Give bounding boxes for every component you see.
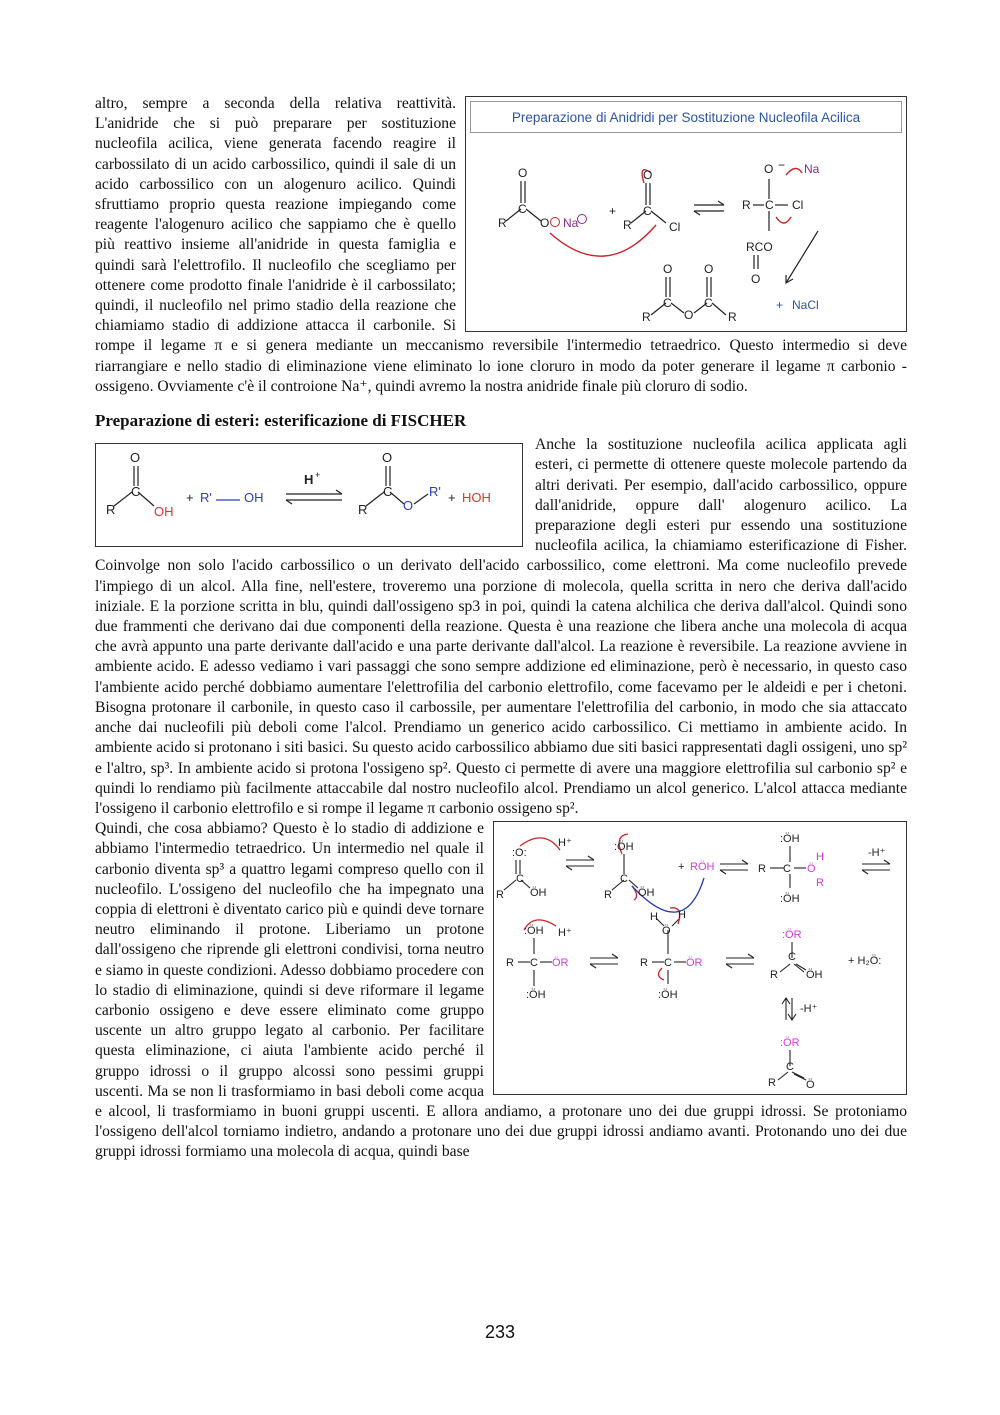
svg-text:O: O xyxy=(643,168,653,183)
svg-text:C: C xyxy=(383,484,393,500)
svg-text:ÖR: ÖR xyxy=(686,957,703,970)
svg-text:R: R xyxy=(816,877,824,890)
svg-text:+ H₂Ö:: + H₂Ö: xyxy=(848,955,882,968)
svg-text:ÖH: ÖH xyxy=(530,887,547,900)
svg-text:C: C xyxy=(516,873,524,886)
svg-text::O:: :O: xyxy=(512,847,527,860)
svg-text:Cl: Cl xyxy=(669,220,681,235)
page-body xyxy=(95,94,907,1163)
paragraph-anhydride: altro, sempre a seconda della relativa reattività. L'anidride che si può preparare per sostituzione nucleofila acilica, viene generata facendo reagire il carbossilato di un acido carbossilico, quindi il sale di un acido carbossilico con un alogenuro acilico. Quindi sfruttiamo proprio questa reazione impiegando come reagente l'alogenuro acilico che sappiamo che è quello più reattivo insieme all'anidride in questa famiglia e quindi sarà l'elettrofilo. Il nucleofilo che scegliamo per ottenere come prodotto finale l'anidride è il carbossilato; quindi, il nucleofilo nel primo stadio della reazione che chiamiamo stadio di addizione attacca il carbonile. Si rompe il legame π e si genera mediante un meccanismo reversibile l'intermedio tetraedrico. Questo intermedio si deve riarrangiare e nello stadio di eliminazione viene eliminato lo ione cloruro in modo da poter generare il legame π carbonio - ossigeno. Ovviamente c'è il controione Na⁺, quindi avremo la nostra anidride finale più cloruro di sodio. xyxy=(95,95,907,395)
svg-text:H⁺: H⁺ xyxy=(558,837,572,850)
svg-text:O: O xyxy=(684,308,694,323)
svg-text:O: O xyxy=(663,262,673,277)
svg-text:R: R xyxy=(728,310,737,325)
svg-text:OH: OH xyxy=(154,504,174,520)
svg-text:C: C xyxy=(765,198,774,213)
svg-text:R: R xyxy=(106,502,116,518)
svg-text:+: + xyxy=(448,490,456,506)
svg-text::ÖH: :ÖH xyxy=(526,989,546,1002)
svg-text:−: − xyxy=(778,158,786,173)
svg-text:ÖR: ÖR xyxy=(552,957,569,970)
svg-text:C: C xyxy=(783,863,791,876)
svg-text:C: C xyxy=(643,204,652,219)
figure-caption: Preparazione di Anidridi per Sostituzione Nucleofila Acilica xyxy=(470,101,902,133)
svg-text:+: + xyxy=(609,204,617,219)
svg-text:H: H xyxy=(650,911,658,924)
svg-text:-H⁺: -H⁺ xyxy=(868,847,886,860)
svg-text:+: + xyxy=(315,470,321,481)
svg-text:O: O xyxy=(382,450,393,466)
svg-text::ÖR: :ÖR xyxy=(782,929,802,942)
svg-text:NaCl: NaCl xyxy=(792,298,819,313)
anhydride-mechanism-diagram xyxy=(466,133,904,329)
svg-text:O: O xyxy=(764,162,774,177)
svg-text:R: R xyxy=(642,310,651,325)
svg-text:OH: OH xyxy=(244,490,264,506)
paragraph-fischer: Anche la sostituzione nucleofila acilica applicata agli esteri, ci permette di ottenere queste molecole partendo da altri derivati. Per esempio, dall'acido carbossilico, oppure dall'anidride, oppure dall' alogenuro acilico. La preparazione degli esteri pur essendo una sostituzione nucleofila acilica, la chiamiamo esterificazione di Fisher. Coinvolge non solo l'acido carbossilico o un derivato dell'acido carbossilico, come elettroni. Ma come nucleofilo prevede l'impiego di un alcol. Alla fine, nell'estere, troveremo una porzione di molecola, quella scritta in nero che deriva dall'acido iniziale. E la porzione scritta in blu, quindi dall'ossigeno sp3 in poi, quindi la catena alchilica che deriva dall'alcol. Quindi sono due frammenti che derivano dai due componenti della reazione. Questa è una reazione che libera anche una molecola di acqua che avrà appunto una parte derivante dall'acido e una parte derivante dall'alcol. La reazione è reversibile. La reazione avviene in ambiente acido. E adesso vediamo i vari passaggi che sono sempre addizione ed eliminazione, però è necessario, in questo caso l'ambiente acido perché dobbiamo aumentare l'elettrofilia del carbonio elettrofilo, come facevamo per le aldeidi e per i chetoni. Bisogna protonare il carbonile, in questo caso il carbossile, per aumentare l'elettrofilia del carbonio, in modo che sia attaccato anche dai nucleofili più deboli come l'alcol. Prendiamo un generico acido carbossilico. Ci mettiamo in ambiente acido. In ambiente acido si protonano i siti basici. Su questo acido carbossilico abbiamo due siti basici rappresentati dagli ossigeni, uno sp² e l'altro, sp³. In ambiente acido si protona l'ossigeno sp². Questo ci permette di avere una maggiore elettrofilia sul carbonio sp² e quindi lo rendiamo più facilmente attaccabile dal nostro nucleofilo alcol. Prendiamo un alcol generico. L'alcol attacca mediante l'ossigeno il carbonio elettrofilo e si rompe il legame π carbonio ossigeno sp². xyxy=(95,436,907,817)
svg-text:H: H xyxy=(304,472,314,488)
svg-text:R: R xyxy=(358,502,368,518)
svg-text:H: H xyxy=(816,851,824,864)
svg-text:+: + xyxy=(186,490,194,506)
svg-text:Na: Na xyxy=(563,216,579,231)
svg-text:C: C xyxy=(788,951,796,964)
svg-text:R': R' xyxy=(429,484,441,500)
svg-text:Cl: Cl xyxy=(792,198,804,213)
figure-fischer-equation xyxy=(95,443,523,547)
svg-text:C: C xyxy=(786,1061,794,1074)
svg-text:O: O xyxy=(540,216,550,231)
figure-anhydride-preparation xyxy=(465,96,907,332)
svg-text:C: C xyxy=(620,873,628,886)
svg-text::ÖH: :ÖH xyxy=(524,925,544,938)
svg-text:R: R xyxy=(604,889,612,902)
svg-text:R: R xyxy=(498,216,507,231)
paragraph-mechanism: Quindi, che cosa abbiamo? Questo è lo stadio di addizione e abbiamo l'intermedio tetraedrico. Un intermedio nel quale il carbonio diventa sp³ a quattro legami compreso quello con il nucleofilo. L'ossigeno del nucleofilo che ha impegnato una coppia di elettroni è diventato carico più e quindi deve tornare neutro eliminando il protone. Liberiamo un protone dall'ossigeno che riprende gli elettroni condivisi, torna neutro e siamo in queste condizioni. Adesso dobbiamo procedere con lo stadio di eliminazione, quindi si deve riformare il legame carbonio ossigeno e deve essere eliminato come gruppo uscente un altro gruppo legato al carbonio. Per facilitare questa eliminazione, ci aiuta l'ambiente acido perché il gruppo idrossi o il gruppo alcossi sono pessimi gruppi uscenti. Ma se non li trasformiamo in basi deboli come acqua e alcool, li trasformiamo in buoni gruppi uscenti. E allora andiamo, a protonare uno dei due gruppi idrossi. Se protoniamo l'ossigeno dell'alcol torniamo indietro, andando a protonare uno dei due gruppi idrossi andiamo avanti. Protonando uno dei due gruppi idrossi formiamo una molecola di acqua, quindi base xyxy=(95,820,907,1161)
svg-text:R: R xyxy=(768,1077,776,1090)
svg-text:C: C xyxy=(664,957,672,970)
svg-text::ÖH: :ÖH xyxy=(658,989,678,1002)
svg-text:O: O xyxy=(518,166,528,181)
svg-text:RCO: RCO xyxy=(746,240,773,255)
svg-text:Ö: Ö xyxy=(662,925,671,938)
svg-text:R: R xyxy=(496,889,504,902)
svg-text::ÖR: :ÖR xyxy=(780,1037,800,1050)
svg-text::ÖH: :ÖH xyxy=(780,893,800,906)
svg-text:R: R xyxy=(770,969,778,982)
svg-text:O: O xyxy=(751,272,761,287)
svg-text:C: C xyxy=(530,957,538,970)
svg-text:C: C xyxy=(131,484,141,500)
svg-text:+: + xyxy=(776,298,784,313)
svg-text::ÖH: :ÖH xyxy=(614,841,634,854)
svg-text:R: R xyxy=(742,198,751,213)
svg-text:ÖH: ÖH xyxy=(638,887,655,900)
svg-text::ÖH: :ÖH xyxy=(780,833,800,846)
page-number: 233 xyxy=(484,1322,516,1342)
svg-text:H: H xyxy=(678,909,686,922)
svg-text:O: O xyxy=(403,498,414,514)
svg-text:O: O xyxy=(704,262,714,277)
svg-text:R: R xyxy=(506,957,514,970)
svg-text:C: C xyxy=(518,202,527,217)
figure-fischer-mechanism xyxy=(493,821,907,1095)
svg-text:O: O xyxy=(130,450,141,466)
section-heading-fischer: Preparazione di esteri: esterificazione di FISCHER xyxy=(95,411,467,431)
svg-text:R: R xyxy=(758,863,766,876)
fischer-equation-diagram xyxy=(96,444,522,546)
svg-text:+: + xyxy=(678,861,685,874)
svg-text:C: C xyxy=(663,296,672,311)
svg-text:C: C xyxy=(704,296,713,311)
svg-text:Ö: Ö xyxy=(806,1079,815,1092)
svg-text:R: R xyxy=(640,957,648,970)
svg-text:R: R xyxy=(623,218,632,233)
svg-text:Ö: Ö xyxy=(807,863,816,876)
fischer-mechanism-diagram xyxy=(494,822,906,1094)
svg-text:RÖH: RÖH xyxy=(690,861,715,874)
svg-text:H⁺: H⁺ xyxy=(558,927,572,940)
svg-text:R': R' xyxy=(200,490,212,506)
svg-text:HOH: HOH xyxy=(462,490,491,506)
svg-text:-H⁺: -H⁺ xyxy=(800,1003,818,1016)
svg-text:ÖH: ÖH xyxy=(806,969,823,982)
svg-text:Na: Na xyxy=(804,162,820,177)
